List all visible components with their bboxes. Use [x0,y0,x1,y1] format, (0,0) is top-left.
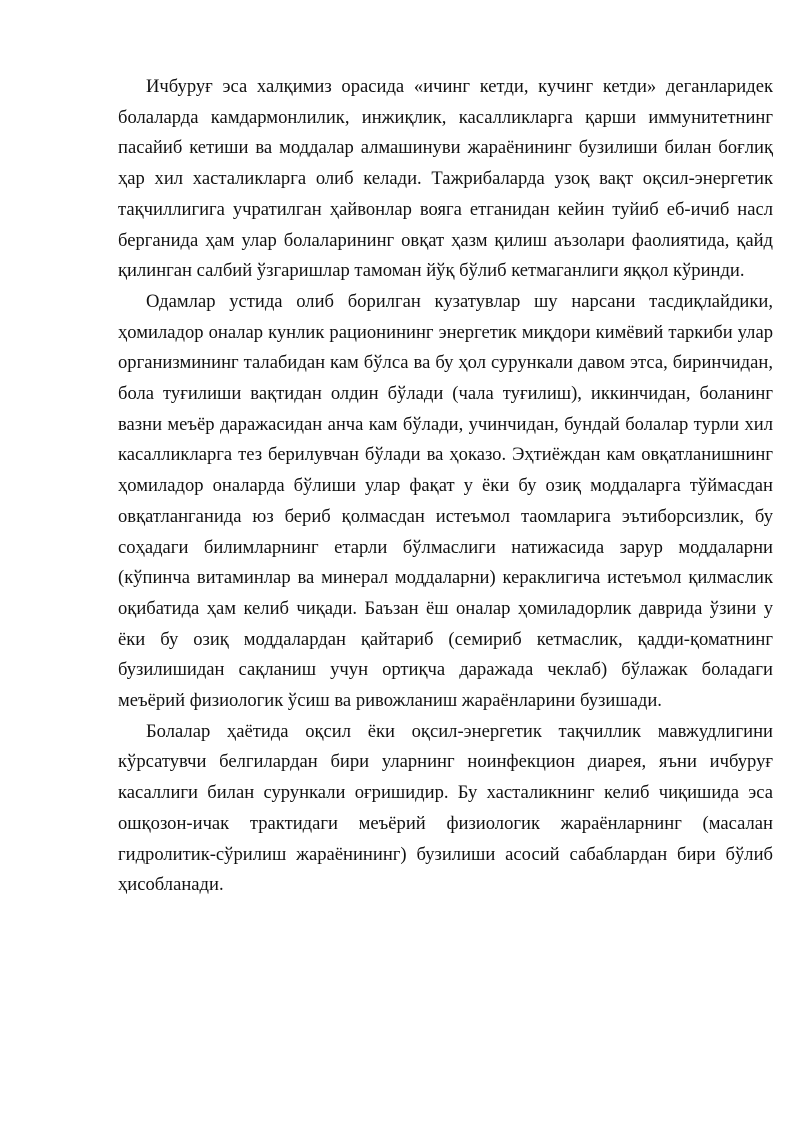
paragraph-1: Ичбуруғ эса халқимиз орасида «ичинг кетди, кучинг кетди» деганларидек болаларда камдармонлилик, инжиқлик, касалликларга қарши иммунитетнинг пасайиб кетиши ва моддалар алмашинуви жараёнининг бузилиши билан боғлиқ ҳар хил хасталикларга олиб келади. Тажрибаларда узоқ вақт оқсил-энергетик тақчиллигига учратилган ҳайвонлар вояга етганидан кейин туйиб еб-ичиб насл берганида ҳам улар болаларининг овқат ҳазм қилиш аъзолари фаолиятида, қайд қилинган салбий ўзгаришлар тамоман йўқ бўлиб кетмаганлиги яққол кўринди. [118,76,773,282]
paragraph-2: Одамлар устида олиб борилган кузатувлар шу нарсани тасдиқлайдики, ҳомиладор оналар кунлик рационининг энергетик миқдори кимёвий таркиби улар организмининг талабидан кам бўлса ва бу ҳол сурункали давом этса, биринчидан, бола туғилиши вақтидан олдин бўлади (чала туғилиш), иккинчидан, боланинг вазни меъёр даражасидан анча кам бўлади, учинчидан, бундай болалар турли хил касалликларга тез берилувчан бўлади ва ҳоказо. Эҳтиёждан кам овқатланишнинг ҳомиладор оналарда бўлиши улар фақат у ёки бу озиқ моддаларга тўймасдан овқатланганида юз бериб қолмасдан истеъмол таомларига эътиборсизлик, бу соҳадаги билимларнинг етарли бўлмаслиги натижасида зарур моддаларни (кўпинча витаминлар ва минерал моддаларни) кераклигича истеъмол қилмаслик оқибатида ҳам келиб чиқади. Баъзан ёш оналар ҳомиладорлик даврида ўзини у ёки бу озиқ моддалардан қайтариб (семириб кетмаслик, қадди-қоматнинг бузилишидан сақланиш учун ортиқча даражада чеклаб) бўлажак боладаги меъёрий физиологик ўсиш ва ривожланиш жараёнларини бузишади. [118,290,773,712]
document-body [118,72,773,901]
paragraph-3: Болалар ҳаётида оқсил ёки оқсил-энергетик тақчиллик мавжудлигини кўрсатувчи белгилардан бири уларнинг ноинфекцион диарея, яъни ичбуруғ касаллиги билан сурункали оғришидир. Бу хасталикнинг келиб чиқишида эса ошқозон-ичак трактидаги меъёрий физиологик жараёнларнинг (масалан гидролитик-сўрилиш жараёнининг) бузилиши асосий сабаблардан бири бўлиб ҳисобланади. [118,720,773,896]
